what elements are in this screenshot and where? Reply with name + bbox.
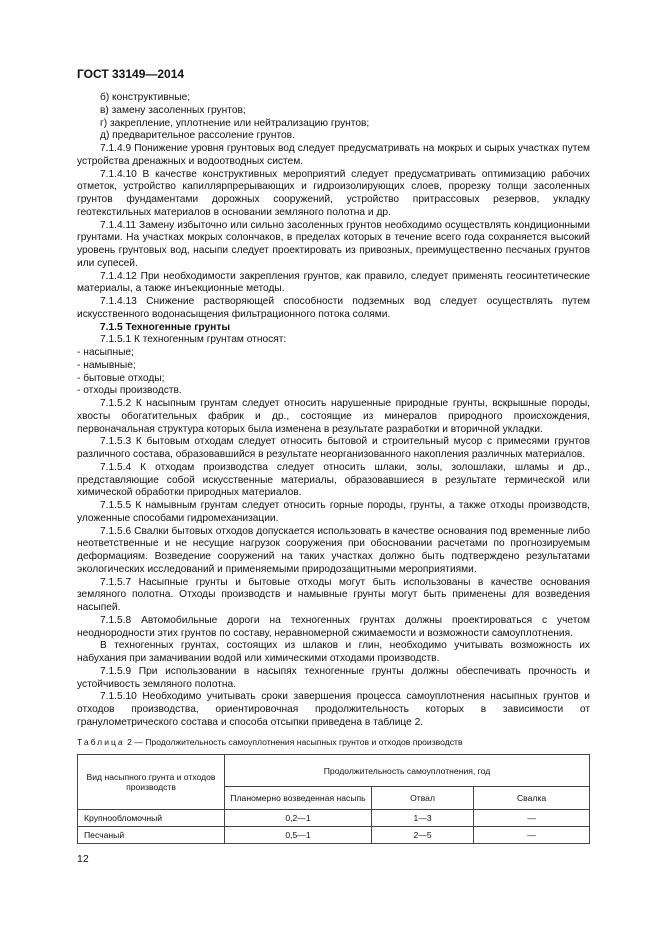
paragraph-7-1-4-11: 7.1.4.11 Замену избыточно или сильно засоленных грунтов необходимо осуществлять кондиционными грунтами. На участках мокрых солончаков, в пределах которых в течение всего года сохраняется высокий уровень грунтовых вод, насыпи следует проектировать из привозных, преимущественно песчаных грунтов или супесей. — [77, 219, 590, 269]
table-cell: 0,5—1 — [225, 827, 372, 844]
list-item: д) предварительное рассоление грунтов. — [100, 130, 295, 142]
table-caption — [77, 737, 463, 747]
table-cell: — — [474, 827, 590, 844]
table-cell: 2—5 — [372, 827, 474, 844]
table-row — [78, 810, 590, 827]
list-item: б) конструктивные; — [100, 92, 191, 103]
list-item: - насыпные; — [77, 347, 134, 358]
table-cell: 1—3 — [372, 810, 474, 827]
paragraph-7-1-5-5: 7.1.5.5 К намывным грунтам следует относить горные породы, грунты, а также отходы производств, уложенные способами гидромеханизации. — [77, 500, 590, 524]
table-cell: Крупнообломочный — [78, 810, 225, 827]
document-body — [77, 92, 590, 730]
list-item: - намывные; — [77, 359, 136, 371]
list-item: г) закрепление, уплотнение или нейтрализацию грунтов; — [100, 117, 370, 129]
paragraph-7-1-4-12: 7.1.4.12 При необходимости закрепления грунтов, как правило, следует применять геосинтетические материалы, а также инъекционные методы. — [77, 270, 590, 295]
paragraph-7-1-4-9: 7.1.4.9 Понижение уровня грунтовых вод следует предусматривать на мокрых и сырых участках путем устройства дренажных и водоотводных систем. — [77, 143, 590, 167]
paragraph-7-1-5-10: 7.1.5.10 Необходимо учитывать сроки завершения процесса самоуплотнения насыпных грунтов и отходов производства, ориентировочная продолжительность которых в зависимости от гранулометрического состава и способа отсыпки приведена в таблице 2. — [77, 691, 590, 728]
paragraph-7-1-5-2: 7.1.5.2 К насыпным грунтам следует относить нарушенные природные грунты, вскрышные породы, хвосты обогатительных фабрик и др., состоящие из минералов природного происхождения, первоначальная структура которых была изменена в результате разработки и вторичной укладки. — [77, 398, 590, 435]
column-header: Отвал — [372, 787, 474, 810]
table-cell: — — [474, 810, 590, 827]
paragraph-7-1-5-8-b: В техногенных грунтах, состоящих из шлаков и глин, необходимо учитывать возможность их набухания при замачивании водой или химическими отходами производств. — [77, 640, 590, 664]
list-item: - бытовые отходы; — [77, 372, 165, 384]
paragraph-7-1-5-1: 7.1.5.1 К техногенным грунтам относят: — [100, 334, 287, 346]
table-row — [78, 827, 590, 844]
paragraph-7-1-5-9: 7.1.5.9 При использовании в насыпях техногенные грунты должны обеспечивать прочность и устойчивость земляного полотна. — [77, 665, 590, 690]
table-cell: Песчаный — [78, 827, 225, 844]
paragraph-7-1-5-6: 7.1.5.6 Свалки бытовых отходов допускается использовать в качестве основания под временные либо неответственные и не несущие нагрузок сооружения при обосновании расчетами по прогнозируемым деформациям. Возведение сооружений на таких участках должно быть подтверждено результатами экологических исследований и применяемыми природозащитными мероприятиями. — [77, 525, 590, 575]
list-item: в) замену засоленных грунтов; — [100, 104, 246, 116]
table-cell: 0,2—1 — [225, 810, 372, 827]
column-header: Вид насыпного грунта и отходов производств — [78, 755, 225, 810]
list-item: - отходы производств. — [77, 385, 182, 397]
paragraph-7-1-4-13: 7.1.4.13 Снижение растворяющей способности подземных вод следует осуществлять путем искусственного водонасыщения фильтрационного потока солями. — [77, 296, 590, 320]
table-caption-text: 2 — Продолжительность самоуплотнения насыпных грунтов и отходов производств — [124, 737, 463, 747]
paragraph-7-1-5-8: 7.1.5.8 Автомобильные дороги на техногенных грунтах должны проектироваться с учетом неоднородности этих грунтов по составу, неравномерной сжимаемости и возможности самоуплотнения. — [77, 614, 590, 639]
paragraph-7-1-5-3: 7.1.5.3 К бытовым отходам следует относить бытовой и строительный мусор с примесями грунтов различного состава, образовавшийся в результате неорганизованного накопления различных материалов. — [77, 436, 590, 460]
paragraph-7-1-4-10: 7.1.4.10 В качестве конструктивных мероприятий следует предусматривать оптимизацию рабочих отметок, устройство капиллярпрерывающих и гидроизолирующих слоев, прорезку толщи засоленных грунтов фундаментами дорожных сооружений, устройство притрассовых резервов, укладку геотекстильных материалов в основании земляного полотна и др. — [77, 168, 590, 218]
paragraph-7-1-5-7: 7.1.5.7 Насыпные грунты и бытовые отходы могут быть использованы в качестве основания земляного полотна. Отходы производств и намывные грунты могут быть применены для возведения насыпей. — [77, 576, 590, 613]
section-heading: 7.1.5 Техногенные грунты — [100, 321, 231, 333]
column-header: Свалка — [474, 787, 590, 810]
document-header: ГОСТ 33149—2014 — [77, 67, 185, 81]
data-table — [77, 754, 590, 844]
column-group-header: Продолжительность самоуплотнения, год — [225, 755, 590, 787]
paragraph-7-1-5-4: 7.1.5.4 К отходам производства следует относить шлаки, золы, золошлаки, шламы и др., представляющие собой искусственные материалы, образовавшиеся в результате термической или химической обработки природных материалов. — [77, 461, 590, 499]
table-caption-label: Таблица — [77, 737, 125, 747]
column-header: Планомерно возведенная насыпь — [225, 787, 372, 810]
page-number: 12 — [77, 853, 89, 865]
